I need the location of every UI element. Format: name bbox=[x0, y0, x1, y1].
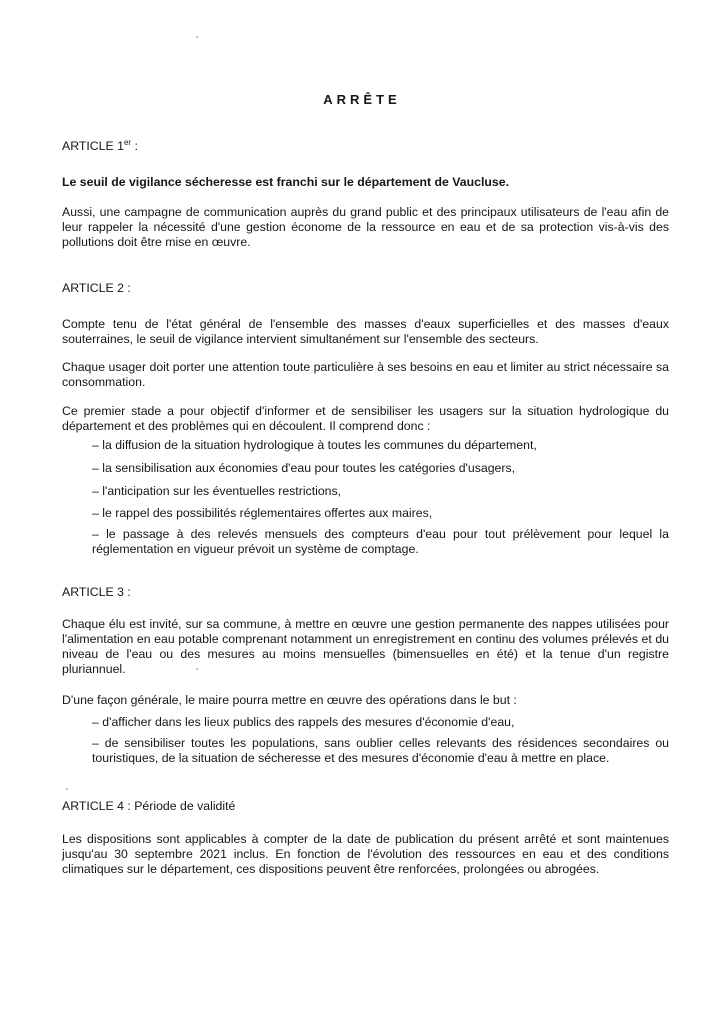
article-4-paragraph: Les dispositions sont applicables à compter de la date de publication du présent arrêté et sont maintenues jusqu'au 30 septembre 2021 inclus. En fonction de l'évolution des ressources en eau et des conditions climatiques sur le département, ces dispositions peuvent être renforcées, prolongées ou abrogées. bbox=[62, 832, 669, 876]
article-2-heading: ARTICLE 2 : bbox=[62, 281, 131, 295]
article-2-list-item bbox=[62, 527, 669, 557]
document-title: ARRÊTE bbox=[323, 92, 401, 107]
article-2-list-item-text: – le passage à des relevés mensuels des compteurs d'eau pour tout prélèvement pour lequel la réglementation en vigueur prévoit un système de comptage. bbox=[92, 527, 669, 556]
article-1-paragraph: Aussi, une campagne de communication auprès du grand public et des principaux utilisateurs de l'eau afin de leur rappeler la nécessité d'une gestion économe de la ressource en eau et de sa protection vis-à-vis des pollutions doit être mise en œuvre. bbox=[62, 205, 669, 249]
article-3-list-item bbox=[62, 715, 669, 730]
article-2-list-item bbox=[62, 461, 669, 476]
article-2-list-item-text: – la diffusion de la situation hydrologique à toutes les communes du département, bbox=[92, 438, 537, 452]
article-1-lead: Le seuil de vigilance sécheresse est franchi sur le département de Vaucluse. bbox=[62, 175, 509, 189]
article-3-paragraph-2: D'une façon générale, le maire pourra mettre en œuvre des opérations dans le but : bbox=[62, 693, 517, 707]
article-3-list-item-text: – de sensibiliser toutes les populations, sans oublier celles relevants des résidences secondaires ou touristiques, de la situation de sécheresse et des mesures d'économie d'eau à mettre en place. bbox=[92, 736, 669, 765]
article-2-list-item-text: – la sensibilisation aux économies d'eau pour toutes les catégories d'usagers, bbox=[92, 461, 516, 475]
article-2-list-item bbox=[62, 484, 669, 499]
article-3-paragraph-1: Chaque élu est invité, sur sa commune, à mettre en œuvre une gestion permanente des nappes utilisées pour l'alimentation en eau potable comprenant notamment un enregistrement en continu des volumes prélevés et du niveau de l'eau ou des mesures au moins mensuelles (bimensuelles en été) et la tenue d'un registre pluriannuel. bbox=[62, 617, 669, 676]
article-2-list-item-text: – l'anticipation sur les éventuelles restrictions, bbox=[92, 484, 342, 498]
article-2-list-item bbox=[62, 438, 669, 453]
article-1-heading-colon: : bbox=[131, 139, 138, 153]
article-3-heading: ARTICLE 3 : bbox=[62, 585, 131, 599]
article-2-paragraph-1: Compte tenu de l'état général de l'ensemble des masses d'eaux superficielles et des masses d'eaux souterraines, le seuil de vigilance intervient simultanément sur l'ensemble des secteurs. bbox=[62, 317, 669, 346]
article-1-heading bbox=[62, 139, 669, 154]
article-1-heading-sup: er bbox=[123, 138, 132, 147]
article-2-paragraph-3: Ce premier stade a pour objectif d'informer et de sensibiliser les usagers sur la situation hydrologique du département et des problèmes qui en découlent. Il comprend donc : bbox=[62, 404, 669, 433]
article-2-list-item-text: – le rappel des possibilités réglementaires offertes aux maires, bbox=[92, 506, 433, 520]
scan-speck bbox=[66, 788, 68, 790]
article-4-heading: ARTICLE 4 : Période de validité bbox=[62, 799, 236, 813]
article-3-list-item-text: – d'afficher dans les lieux publics des rappels des mesures d'économie d'eau, bbox=[92, 715, 515, 729]
article-2-paragraph-2: Chaque usager doit porter une attention toute particulière à ses besoins en eau et limiter au strict nécessaire sa consommation. bbox=[62, 360, 669, 389]
article-2-list-item bbox=[62, 506, 669, 521]
article-3-list-item bbox=[62, 736, 669, 766]
scan-speck bbox=[196, 36, 198, 38]
article-1-heading-text: ARTICLE 1 bbox=[62, 139, 124, 153]
